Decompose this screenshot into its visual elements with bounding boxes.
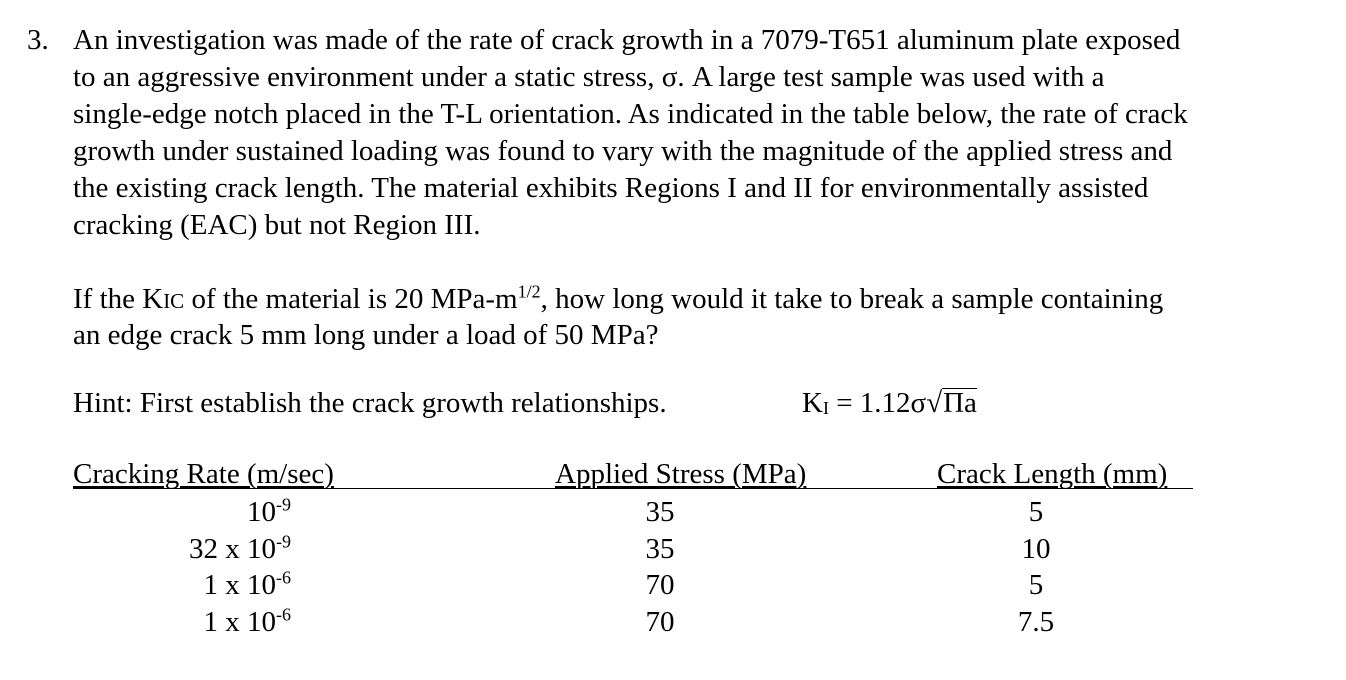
crack-length-column: [1006, 494, 1066, 640]
description-line: to an aggressive environment under a static stress, σ. A large test sample was used with a: [73, 61, 1105, 93]
table-cell: 70: [645, 569, 675, 601]
table-cell: 5: [1028, 496, 1044, 528]
question-line: [73, 282, 1320, 318]
description-line: cracking (EAC) but not Region III.: [73, 209, 481, 241]
exponent: 1/2: [517, 281, 541, 302]
rate-base: 32 x 10: [189, 532, 276, 565]
table-cell: 35: [645, 496, 675, 528]
rate-exponent: -9: [276, 494, 291, 515]
table-cell: [73, 567, 291, 604]
problem-description: [73, 22, 1320, 244]
rate-base: 1 x 10: [203, 569, 276, 601]
table-cell: 7.5: [1017, 605, 1055, 638]
table-cell: 10: [1021, 532, 1051, 565]
table-cell: 5: [1028, 569, 1044, 601]
question-part: , how long would it take to break a sample containing: [540, 283, 1164, 315]
table-cell: 70: [645, 605, 675, 638]
applied-stress-column: [585, 494, 735, 640]
problem-number: 3.: [27, 24, 49, 56]
rate-exponent: -6: [276, 567, 291, 588]
description-line: single-edge notch placed in the T-L orientation. As indicated in the table below, the rate of crack: [73, 98, 1188, 130]
rate-exponent: -6: [276, 603, 291, 624]
column-header-applied-stress: Applied Stress (MPa): [555, 458, 807, 490]
question-text: [73, 282, 1320, 352]
question-part: of the material is 20 MPa-m: [184, 283, 518, 315]
kic-subscript: IC: [163, 289, 185, 313]
table-cell: [73, 604, 291, 641]
question-part: If the K: [73, 283, 164, 315]
table-cell: [73, 494, 291, 531]
description-line: An investigation was made of the rate of crack growth in a 7079-T651 aluminum plate exposed: [73, 24, 1181, 56]
column-header-crack-length: Crack Length (mm): [937, 458, 1168, 490]
rate-base: 10: [247, 496, 276, 528]
question-line: an edge crack 5 mm long under a load of 50 MPa?: [73, 319, 659, 351]
table-cell: [73, 531, 291, 568]
formula-subscript: I: [822, 398, 829, 418]
column-header-cracking-rate: Cracking Rate (m/sec): [73, 458, 334, 490]
description-line: the existing crack length. The material exhibits Regions I and II for environmentally assisted: [73, 172, 1149, 204]
cracking-rate-column: [73, 494, 291, 640]
hint-text: Hint: First establish the crack growth relationships.: [73, 387, 667, 419]
formula-radicand: Πa: [943, 387, 977, 419]
description-line: growth under sustained loading was found to vary with the magnitude of the applied stress and: [73, 135, 1173, 167]
formula-lhs: K: [802, 387, 823, 419]
formula-middle: = 1.12σ√: [828, 387, 943, 419]
rate-base: 1 x 10: [203, 605, 276, 638]
table-cell: 35: [645, 532, 675, 565]
table-header-rule: [73, 488, 1193, 489]
rate-exponent: -9: [276, 530, 291, 551]
stress-intensity-formula: [802, 385, 977, 421]
